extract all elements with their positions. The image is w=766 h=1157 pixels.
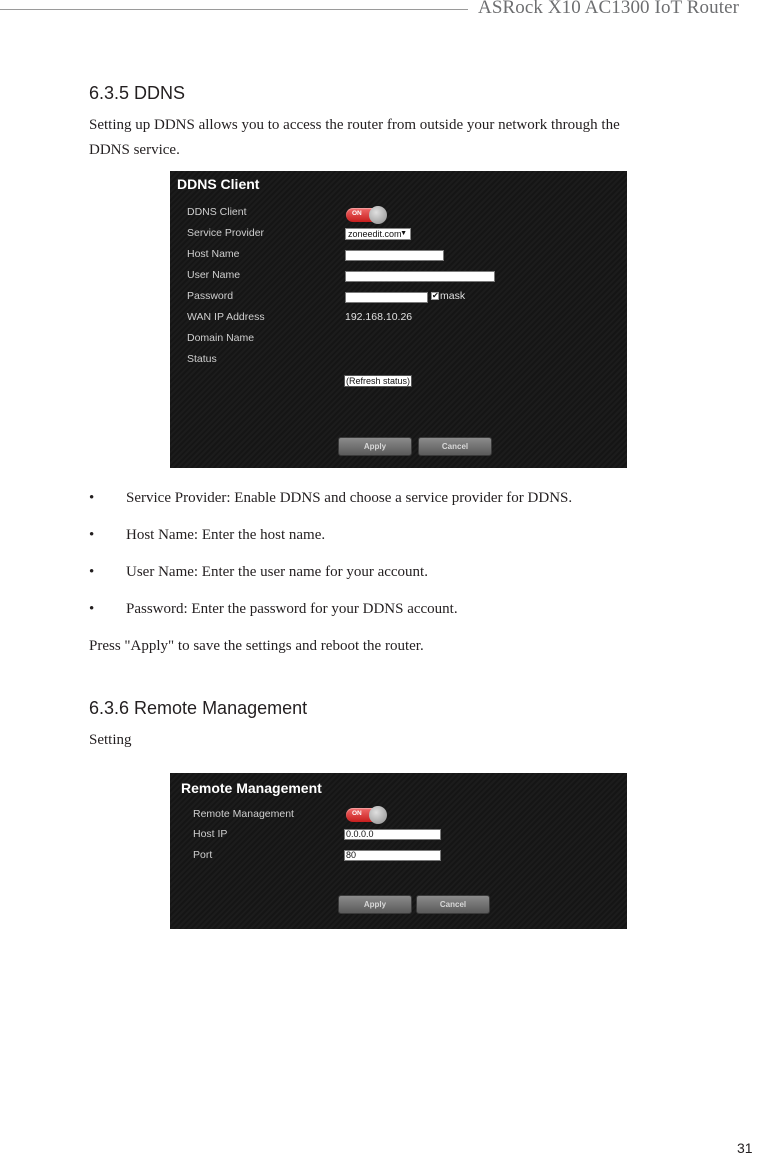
service-provider-value: zoneedit.com [348, 229, 402, 239]
user-name-input[interactable] [345, 271, 495, 282]
chevron-down-icon: ▼ [400, 230, 407, 237]
ddns-client-panel [170, 171, 627, 468]
domain-name-label: Domain Name [187, 332, 255, 344]
page-number: 31 [737, 1140, 753, 1156]
service-provider-label: Service Provider [187, 227, 265, 239]
remote-management-label: Remote Management [193, 808, 294, 820]
host-ip-label: Host IP [193, 828, 228, 840]
remote-panel-title: Remote Management [181, 780, 322, 796]
bullet-text: User Name: Enter the user name for your account. [126, 564, 428, 580]
bullet-text: Service Provider: Enable DDNS and choose a service provider for DDNS. [126, 490, 573, 506]
toggle-on-label: ON [352, 210, 362, 217]
bullet-text: Host Name: Enter the host name. [126, 527, 326, 543]
toggle-knob [369, 806, 387, 824]
header-rule [0, 9, 468, 10]
bullet-symbol: • [89, 564, 95, 580]
ddns-cancel-button[interactable]: Cancel [418, 437, 492, 456]
host-name-label: Host Name [187, 248, 240, 260]
bullet-text: Password: Enter the password for your DDNS account. [126, 601, 458, 617]
ddns-client-toggle[interactable] [346, 208, 386, 222]
remote-cancel-button[interactable]: Cancel [416, 895, 490, 914]
port-label: Port [193, 849, 213, 861]
status-label: Status [187, 353, 217, 365]
bullet-symbol: • [89, 527, 95, 543]
user-name-label: User Name [187, 269, 241, 281]
ddns-intro-line-1: Setting up DDNS allows you to access the router from outside your network through the [89, 117, 620, 133]
host-ip-input[interactable]: 0.0.0.0 [344, 829, 441, 840]
mask-label: mask [440, 290, 466, 302]
remote-apply-button[interactable]: Apply [338, 895, 412, 914]
ddns-client-label: DDNS Client [187, 206, 247, 218]
toggle-on-label: ON [352, 810, 362, 817]
refresh-status-button[interactable]: (Refresh status) [346, 376, 411, 386]
host-name-input[interactable] [345, 250, 444, 261]
port-input[interactable]: 80 [344, 850, 441, 861]
mask-checkbox[interactable]: ✔ [432, 291, 439, 300]
bullet-symbol: • [89, 490, 95, 506]
remote-management-panel [170, 773, 627, 929]
toggle-knob [369, 206, 387, 224]
ddns-section-title: 6.3.5 DDNS [89, 83, 186, 103]
password-label: Password [187, 290, 234, 302]
header-title: ASRock X10 AC1300 IoT Router [478, 0, 740, 18]
remote-section-title: 6.3.6 Remote Management [89, 698, 308, 718]
wan-ip-value: 192.168.10.26 [345, 311, 413, 323]
bullet-symbol: • [89, 601, 95, 617]
password-input[interactable] [345, 292, 428, 303]
ddns-intro-line-2: DDNS service. [89, 142, 180, 158]
service-provider-select[interactable] [345, 228, 411, 240]
ddns-panel-title: DDNS Client [177, 176, 260, 192]
remote-section-subtitle: Setting [89, 732, 132, 748]
ddns-apply-button[interactable]: Apply [338, 437, 412, 456]
apply-note: Press "Apply" to save the settings and reboot the router. [89, 638, 424, 654]
remote-management-toggle[interactable] [346, 808, 386, 822]
wan-ip-label: WAN IP Address [187, 311, 265, 323]
